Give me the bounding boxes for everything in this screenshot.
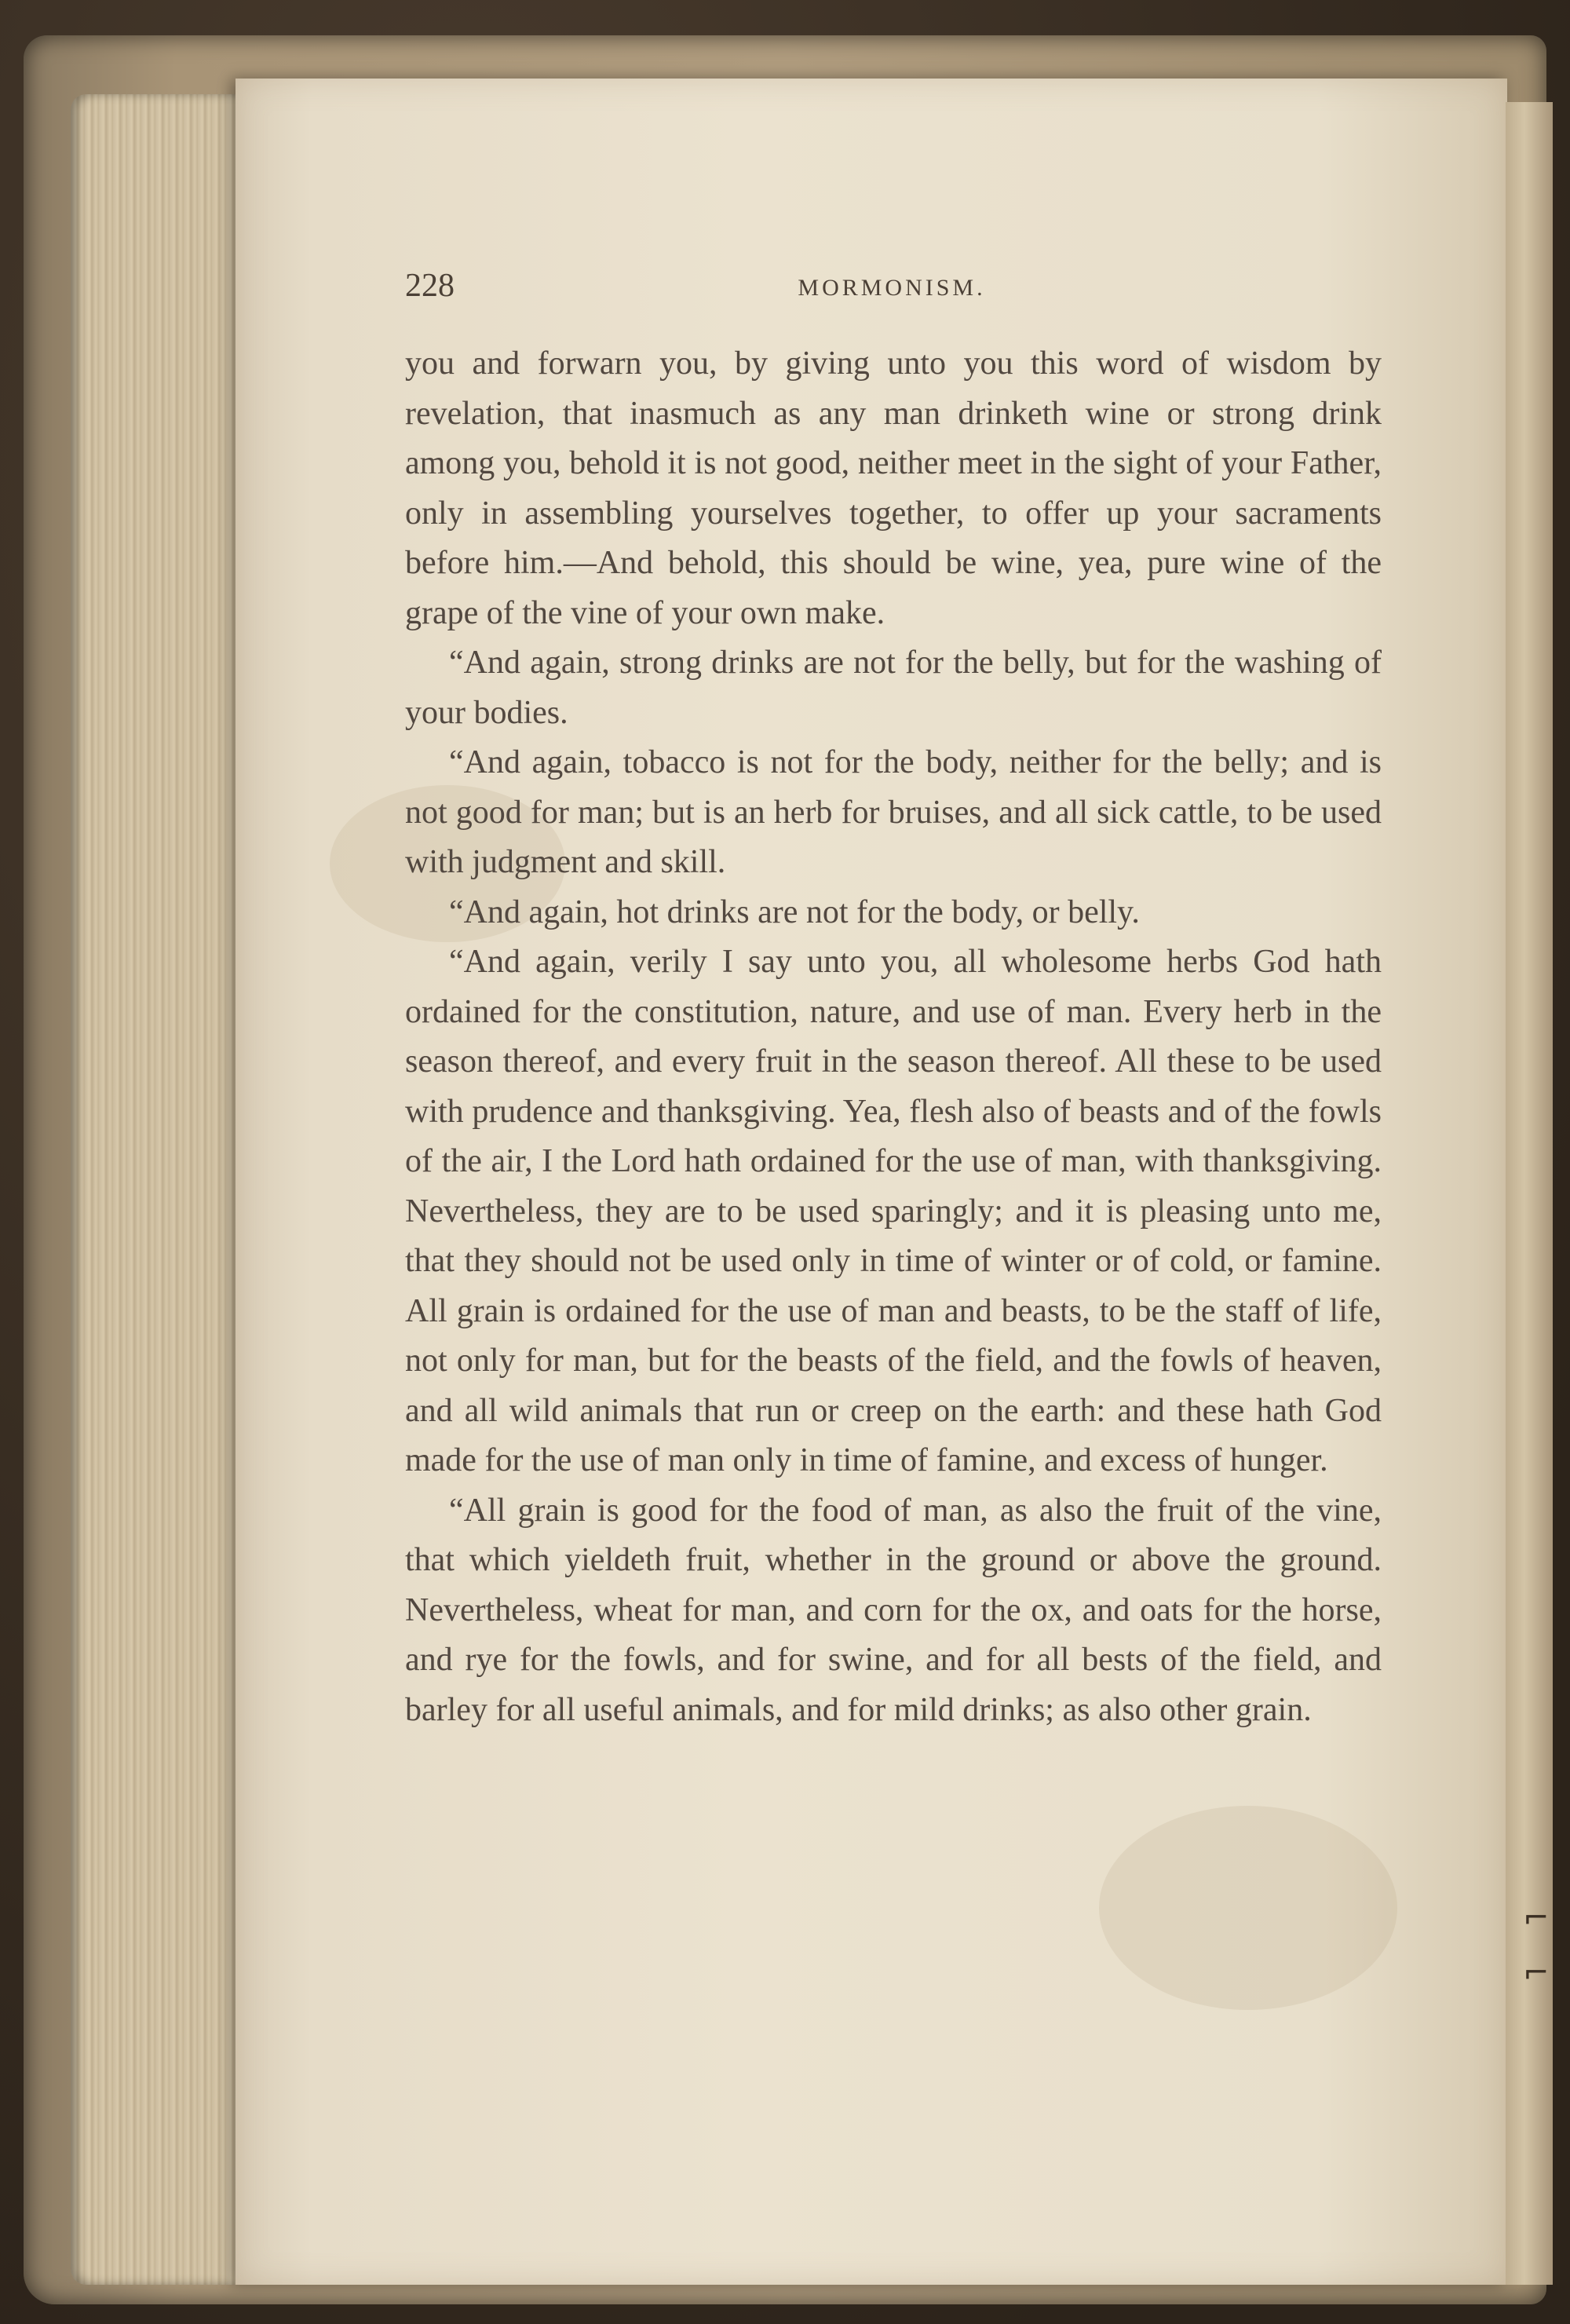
paragraph: “And again, hot drinks are not for the body, or belly. — [449, 893, 1140, 930]
right-page-edge — [1506, 102, 1553, 2285]
running-head: MORMONISM. — [798, 275, 986, 301]
page-edges — [71, 94, 259, 2285]
paragraph: you and forwarn you, by giving unto you this word of wisdom by revelation, that inasmuch as any man drinketh wine or strong drink among you, behold it is not good, neither meet in the sight of your Father, only in assembling yourselves together, to offer up your sacraments before him.—And behold, this should be wine, yea, pure wine of the grape of the vine of your own make. — [405, 345, 1382, 631]
paragraph: “And again, tobacco is not for the body, neither for the belly; and is not good for man; but is an herb for bruises, and all sick cattle, to be used with judgment and skill. — [405, 744, 1382, 880]
edge-mark: ⌐ — [1523, 1955, 1550, 1991]
paragraph: “All grain is good for the food of man, as also the fruit of the vine, that which yieldeth fruit, whether in the ground or above the ground. Nevertheless, wheat for man, and corn for the ox, and oats for the horse, and rye for the fowls, and for swine, and for all bests of the field, and barley for all useful animals, and for mild drinks; as also other grain. — [405, 1492, 1382, 1728]
paper-stain — [1099, 1806, 1397, 2010]
paragraph: “And again, verily I say unto you, all wholesome herbs God hath ordained for the constitution, nature, and use of man. Every herb in the season thereof, and every fruit in the season thereof. All these to be used with prudence and thanksgiving. Yea, flesh also of beasts and of the fowls of the air, I the Lord hath ordained for the use of man, with thanksgiving. Nevertheless, they are to be used sparingly; and it is pleasing unto me, that they should not be used only in time of winter or of cold, or famine. All grain is ordained for the use of man and beasts, to be the staff of life, not only for man, but for the beasts of the field, and the fowls of heaven, and all wild animals that run or creep on the earth: and these hath God made for the use of man only in time of famine, and excess of hunger. — [405, 944, 1382, 1478]
edge-mark: ⌐ — [1523, 1900, 1550, 1936]
body-text — [405, 339, 1382, 1735]
paragraph: “And again, strong drinks are not for the belly, but for the washing of your bodies. — [405, 645, 1382, 731]
page-header — [405, 267, 1378, 314]
page-number: 228 — [405, 268, 455, 304]
